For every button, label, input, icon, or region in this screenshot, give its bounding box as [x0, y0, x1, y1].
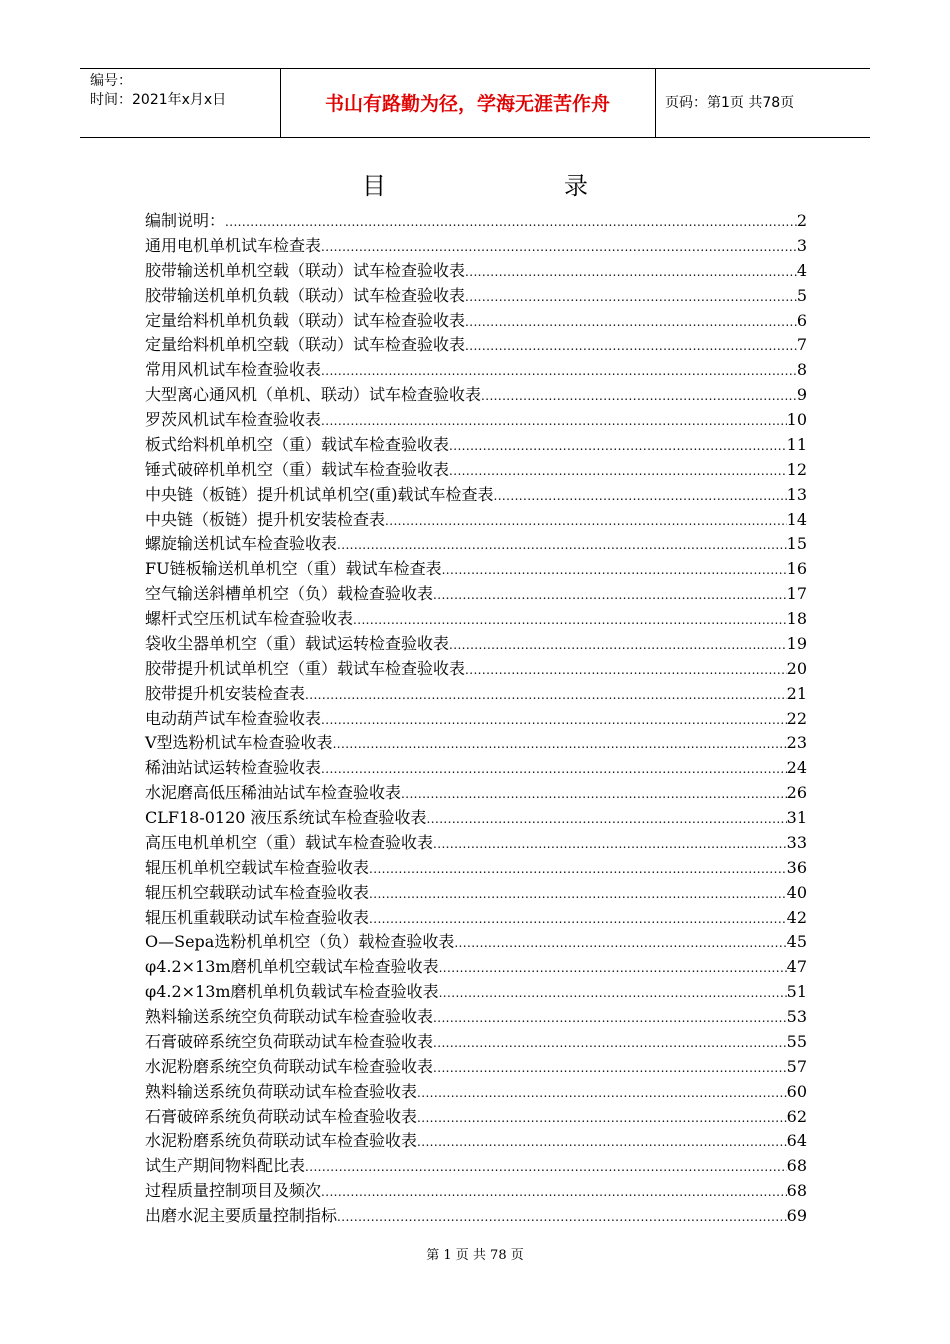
toc-entry[interactable]	[145, 1179, 807, 1204]
toc-entry-label: 胶带提升机试单机空（重）载试车检查验收表	[145, 658, 466, 678]
toc-leader-dots	[449, 459, 787, 484]
toc-entry-page: 11	[786, 434, 807, 454]
toc-entry-label: 中央链（板链）提升机试单机空(重)载试车检查表	[145, 484, 494, 504]
document-header	[80, 68, 870, 138]
toc-entry[interactable]	[145, 508, 807, 533]
toc-leader-dots	[481, 384, 797, 409]
toc-entry-label: 稀油站试运转检查验收表	[145, 758, 322, 778]
toc-entry-page: 18	[786, 609, 807, 628]
toc-entry-page: 53	[786, 1007, 807, 1026]
toc-leader-dots	[321, 708, 787, 733]
toc-entry-label: 常用风机试车检查验收表	[145, 360, 322, 380]
toc-entry-label: φ4.2×13m磨机单机负载试车检查验收表	[145, 982, 439, 1002]
toc-entry-page: 69	[786, 1206, 807, 1225]
toc-entry[interactable]	[145, 707, 807, 732]
toc-entry-page: 12	[786, 459, 807, 479]
toc-entry[interactable]	[145, 309, 807, 334]
toc-entry[interactable]	[145, 358, 807, 383]
toc-entry[interactable]	[145, 1080, 807, 1105]
toc-leader-dots	[321, 757, 787, 782]
toc-entry-page: 8	[796, 360, 807, 380]
toc-leader-dots	[417, 1106, 787, 1131]
toc-entry[interactable]	[145, 1005, 807, 1030]
toc-leader-dots	[369, 857, 787, 882]
toc-entry-label: 胶带提升机安装检查表	[145, 683, 306, 703]
toc-entry[interactable]	[145, 1055, 807, 1080]
toc-entry[interactable]	[145, 831, 807, 856]
toc-entry[interactable]	[145, 383, 807, 408]
page-footer: 第 1 页 共 78 页	[426, 1248, 524, 1263]
toc-entry[interactable]	[145, 731, 807, 756]
toc-entry-label: 辊压机重载联动试车检查验收表	[145, 907, 370, 927]
document-number: 编号：	[90, 73, 132, 89]
toc-leader-dots	[449, 633, 787, 658]
toc-leader-dots	[417, 1130, 787, 1155]
toc-entry[interactable]	[145, 756, 807, 781]
toc-entry-page: 33	[786, 832, 807, 852]
toc-entry[interactable]	[145, 333, 807, 358]
toc-leader-dots	[449, 434, 787, 459]
toc-entry-page: 36	[786, 857, 807, 877]
toc-entry-label: 辊压机单机空载试车检查验收表	[145, 857, 370, 877]
toc-leader-dots	[305, 1155, 787, 1180]
toc-entry[interactable]	[145, 980, 807, 1005]
toc-leader-dots	[321, 1180, 787, 1205]
toc-entry[interactable]	[145, 657, 807, 682]
toc-entry[interactable]	[145, 682, 807, 707]
toc-leader-dots	[401, 782, 787, 807]
toc-entry-label: 过程质量控制项目及频次	[145, 1181, 322, 1201]
toc-entry[interactable]	[145, 259, 807, 284]
toc-entry-page: 16	[786, 559, 807, 579]
toc-entry-page: 60	[786, 1081, 807, 1101]
toc-leader-dots	[433, 1006, 787, 1031]
toc-entry[interactable]	[145, 458, 807, 483]
toc-leader-dots	[454, 931, 786, 956]
toc-entry[interactable]	[145, 483, 807, 508]
toc-entry-page: 6	[796, 310, 807, 330]
toc-entry-page: 24	[786, 758, 807, 778]
toc-entry-label: 编制说明：	[145, 211, 226, 230]
toc-leader-dots	[353, 608, 787, 633]
toc-entry[interactable]	[145, 234, 807, 259]
toc-leader-dots	[439, 956, 787, 981]
toc-entry-label: 石膏破碎系统空负荷联动试车检查验收表	[145, 1031, 434, 1051]
toc-entry-label: O—Sepa选粉机单机空（负）载检查验收表	[145, 932, 455, 952]
toc-entry-page: 9	[796, 385, 807, 405]
toc-entry[interactable]	[145, 557, 807, 582]
toc-entry-label: 胶带输送机单机空载（联动）试车检查验收表	[145, 260, 466, 280]
toc-leader-dots	[321, 359, 797, 384]
toc-entry-label: 空气输送斜槽单机空（负）载检查验收表	[145, 584, 434, 604]
toc-entry-page: 51	[786, 982, 807, 1002]
toc-entry-label: 螺杆式空压机试车检查验收表	[145, 609, 354, 628]
toc-entry-page: 47	[786, 957, 807, 977]
toc-entry-label: 电动葫芦试车检查验收表	[145, 708, 322, 728]
toc-leader-dots	[225, 210, 797, 235]
header-page-info: 页码：第1页 共78页	[665, 95, 795, 111]
motto-text: 书山有路勤为径，学海无涯苦作舟	[324, 93, 610, 115]
toc-entry[interactable]	[145, 632, 807, 657]
toc-leader-dots	[465, 658, 787, 683]
toc-entry-page: 26	[786, 783, 807, 803]
toc-entry[interactable]	[145, 433, 807, 458]
toc-entry-label: 试生产期间物料配比表	[145, 1156, 306, 1176]
toc-entry-label: 定量给料机单机空载（联动）试车检查验收表	[145, 335, 466, 355]
toc-entry-page: 21	[786, 683, 807, 703]
toc-entry-page: 68	[786, 1181, 807, 1201]
toc-leader-dots	[305, 683, 787, 708]
table-of-contents	[145, 209, 807, 1229]
toc-entry-label: 中央链（板链）提升机安装检查表	[145, 509, 386, 529]
toc-leader-dots	[337, 533, 787, 558]
toc-entry-label: 大型离心通风机（单机、联动）试车检查验收表	[145, 385, 482, 405]
toc-entry-page: 68	[786, 1156, 807, 1176]
toc-entry[interactable]	[145, 209, 807, 234]
toc-entry-label: CLF18-0120 液压系统试车检查验收表	[145, 808, 427, 827]
toc-leader-dots	[465, 310, 797, 335]
toc-entry-page: 2	[796, 211, 807, 230]
toc-entry-label: 熟料输送系统负荷联动试车检查验收表	[145, 1081, 418, 1101]
toc-entry-page: 62	[786, 1106, 807, 1126]
toc-entry[interactable]	[145, 955, 807, 980]
toc-entry[interactable]	[145, 607, 807, 632]
toc-leader-dots	[433, 1056, 787, 1081]
toc-entry-page: 14	[786, 509, 807, 529]
toc-entry-label: 出磨水泥主要质量控制指标	[145, 1206, 338, 1225]
toc-entry-page: 23	[786, 733, 807, 753]
toc-entry-page: 10	[786, 410, 807, 429]
toc-entry-label: 熟料输送系统空负荷联动试车检查验收表	[145, 1007, 434, 1026]
toc-leader-dots	[442, 558, 787, 583]
toc-entry-page: 17	[786, 584, 807, 604]
toc-leader-dots	[385, 509, 787, 534]
toc-entry-label: 石膏破碎系统负荷联动试车检查验收表	[145, 1106, 418, 1126]
toc-entry-page: 4	[796, 260, 807, 280]
document-date: 时间：2021年x月x日	[90, 92, 227, 108]
toc-entry-page: 55	[786, 1031, 807, 1051]
toc-entry-page: 31	[786, 808, 807, 827]
toc-entry-page: 57	[786, 1056, 807, 1076]
toc-entry-label: 罗茨风机试车检查验收表	[145, 410, 322, 429]
toc-leader-dots	[465, 334, 797, 359]
toc-entry[interactable]	[145, 408, 807, 433]
toc-leader-dots	[427, 807, 787, 832]
toc-entry[interactable]	[145, 930, 807, 955]
toc-title-char-2: 录	[564, 172, 588, 200]
toc-leader-dots	[369, 882, 787, 907]
toc-leader-dots	[321, 235, 797, 260]
toc-entry-label: 定量给料机单机负载（联动）试车检查验收表	[145, 310, 466, 330]
toc-entry-label: 水泥粉磨系统负荷联动试车检查验收表	[145, 1131, 418, 1151]
toc-entry-label: 袋收尘器单机空（重）载试运转检查验收表	[145, 633, 450, 653]
toc-entry-label: 辊压机空载联动试车检查验收表	[145, 882, 370, 902]
toc-leader-dots	[369, 907, 787, 932]
toc-entry[interactable]	[145, 1154, 807, 1179]
toc-entry-page: 22	[786, 708, 807, 728]
toc-entry[interactable]	[145, 1030, 807, 1055]
toc-entry[interactable]	[145, 1129, 807, 1154]
toc-leader-dots	[465, 285, 797, 310]
toc-leader-dots	[465, 260, 797, 285]
toc-entry-page: 5	[796, 285, 807, 305]
toc-leader-dots	[494, 484, 787, 509]
toc-leader-dots	[333, 732, 787, 757]
toc-entry-page: 3	[796, 235, 807, 255]
toc-entry[interactable]	[145, 582, 807, 607]
toc-entry-page: 15	[786, 534, 807, 554]
toc-leader-dots	[337, 1205, 787, 1230]
toc-leader-dots	[433, 583, 787, 608]
toc-entry[interactable]	[145, 781, 807, 806]
toc-entry-label: V型选粉机试车检查验收表	[145, 733, 333, 753]
toc-entry-page: 7	[796, 335, 807, 355]
toc-entry-page: 64	[786, 1131, 807, 1151]
toc-entry-label: φ4.2×13m磨机单机空载试车检查验收表	[145, 957, 439, 977]
toc-entry-label: 高压电机单机空（重）载试车检查验收表	[145, 832, 434, 852]
toc-entry[interactable]	[145, 906, 807, 931]
toc-entry-label: 板式给料机单机空（重）载试车检查验收表	[145, 434, 450, 454]
toc-entry[interactable]	[145, 881, 807, 906]
toc-entry[interactable]	[145, 284, 807, 309]
toc-entry-label: 水泥磨高低压稀油站试车检查验收表	[145, 783, 402, 803]
toc-entry-label: FU链板输送机单机空（重）载试车检查表	[145, 559, 442, 579]
toc-entry[interactable]	[145, 1105, 807, 1130]
toc-entry-page: 20	[786, 658, 807, 678]
toc-entry[interactable]	[145, 856, 807, 881]
toc-entry-label: 锤式破碎机单机空（重）载试车检查验收表	[145, 459, 450, 479]
toc-entry[interactable]	[145, 532, 807, 557]
toc-title-char-1: 目	[362, 172, 386, 200]
toc-entry-label: 水泥粉磨系统空负荷联动试车检查验收表	[145, 1056, 434, 1076]
toc-leader-dots	[417, 1081, 787, 1106]
toc-entry-page: 19	[786, 633, 807, 653]
toc-entry-label: 螺旋输送机试车检查验收表	[145, 534, 338, 554]
toc-leader-dots	[433, 1031, 787, 1056]
toc-entry[interactable]	[145, 1204, 807, 1229]
toc-leader-dots	[439, 981, 787, 1006]
toc-entry-label: 通用电机单机试车检查表	[145, 235, 322, 255]
toc-entry[interactable]	[145, 806, 807, 831]
toc-entry-page: 45	[786, 932, 807, 952]
header-motto-cell	[280, 69, 656, 137]
toc-entry-label: 胶带输送机单机负载（联动）试车检查验收表	[145, 285, 466, 305]
toc-entry-page: 40	[786, 882, 807, 902]
toc-leader-dots	[321, 409, 787, 434]
header-page-cell	[655, 69, 870, 137]
toc-leader-dots	[433, 832, 787, 857]
header-meta-cell	[80, 69, 281, 137]
toc-entry-page: 42	[786, 907, 807, 927]
toc-entry-page: 13	[786, 484, 807, 504]
